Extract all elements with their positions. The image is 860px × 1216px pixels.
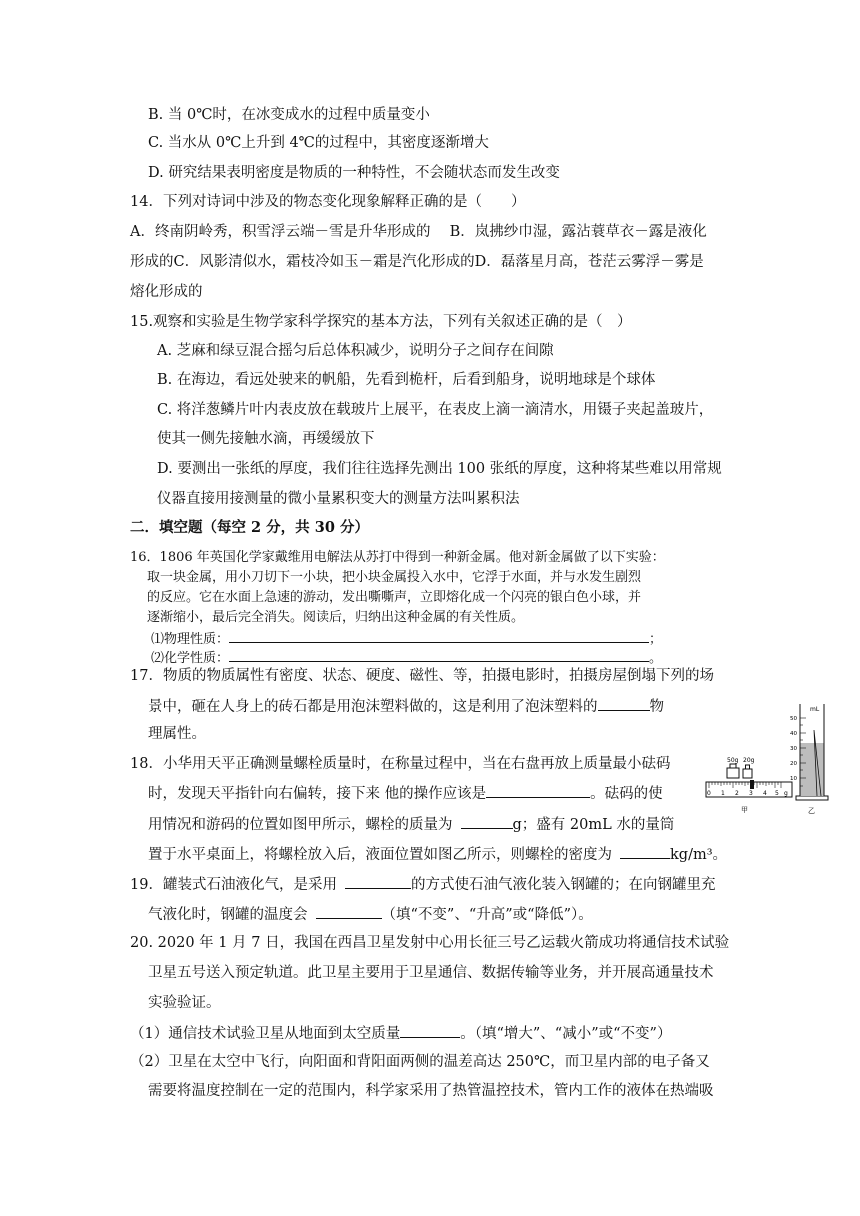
q19-line-2-text: 气液化时，钢罐的温度会 [148,907,308,923]
q20-sub1-text: （1）通信技术试验卫星从地面到太空质量 [130,1026,401,1042]
q17-line-1: 17．物质的物质属性有密度、状态、硬度、磁性、等，拍摄电影时，拍摄房屋倒塌下列的场 [130,668,714,684]
q15-option-a: A. 芝麻和绿豆混合摇匀后总体积减少，说明分子之间存在间隙 [157,343,554,359]
ruler-tick-label: 4 [763,790,767,797]
q16-physical-end: ； [649,632,663,647]
cylinder-tick-label: 10 [790,776,797,782]
ruler-tick-label: 3 [749,790,753,797]
rider-icon [750,780,754,789]
q17-line-2-text: 景中，砸在人身上的砖石都是用泡沫塑料做的，这是利用了泡沫塑料的 [148,699,598,715]
q20-mass-blank[interactable] [400,1023,460,1038]
q20-line-1: 20. 2020 年 1 月 7 日，我国在西昌卫星发射中心用长征三号乙运载火箭成功将通信技术试验 [130,935,730,951]
q20-sub1-end: 。（填“增大”、“减小”或“不变”） [460,1026,672,1042]
cylinder-unit-label: mL [810,706,820,713]
q13-option-c: C. 当水从 0℃上升到 4℃的过程中，其密度逐渐增大 [148,135,489,151]
ruler-tick-label: 1 [721,790,725,797]
q16-chemical-label: ⑵化学性质： [151,651,230,666]
q16-line-4: 逐渐缩小，最后完全消失。阅读后，归纳出这种金属的有关性质。 [147,610,525,625]
q19-line-1-end: 的方式使石油气液化装入钢罐的；在向钢罐里充 [410,877,716,893]
q16-line-3: 的反应。它在水面上急速的游动，发出嘶嘶声，立即熔化成一个闪亮的银白色小球，并 [147,590,642,605]
q19-line-2 [148,904,593,925]
q16-physical-blank[interactable] [229,628,649,643]
q18-line-2-end: 。砝码的使 [590,786,663,802]
q16-line-2: 取一块金属，用小刀切下一小块，把小块金属投入水中，它浮于水面，并与水发生剧烈 [147,570,642,585]
cylinder-tick-label: 40 [790,731,797,737]
graduated-cylinder-icon [796,704,828,800]
cylinder-tick-label: 20 [790,761,797,767]
q14-line-2: 形成的C．风影清似水，霜枝冷如玉－霜是汽化形成的D．磊落星月高，苍茫云雾浮－雾是 [130,254,704,270]
q18-line-4-end: kg/m³。 [670,847,728,863]
q15-stem: 15.观察和实验是生物学家科学探究的基本方法，下列有关叙述正确的是（ ） [130,314,632,330]
figure-jia-label: 甲 [741,806,748,814]
q18-line-3-text: 用情况和游码的位置如图甲所示，螺栓的质量为 [148,817,453,833]
q15-option-d-line2: 仪器直接用接测量的微小量累积变大的测量方法叫累积法 [157,491,520,507]
q16-chemical-blank[interactable] [229,647,649,662]
weight-20g-label: 20g [743,757,755,764]
q15-option-d-line1: D. 要测出一张纸的厚度，我们往往选择先测出 100 张纸的厚度，这种将某些难以用常规 [157,461,722,477]
q19-line-1 [130,874,715,895]
q19-line-2-end: （填“不变”、“升高”或“降低”）。 [381,907,593,923]
q18-line-3 [148,814,674,835]
q13-option-d: D. 研究结果表明密度是物质的一种特性，不会随状态而发生改变 [148,165,560,181]
cylinder-tick-label: 30 [790,746,797,752]
q18-mass-blank[interactable] [461,814,513,829]
ruler-tick-label: 5 [775,790,779,797]
q18-line-2 [148,783,663,804]
section-2-title: 二．填空题（每空 2 分，共 30 分） [130,519,369,536]
q20-sub1 [130,1023,671,1044]
q18-line-4 [148,844,727,865]
q14-line-1: A．终南阴岭秀，积雪浮云端－雪是升华形成的 B．岚拂纱巾湿，露沾蓑草衣－露是液化 [130,224,707,240]
q13-option-b: B. 当 0℃时，在冰变成水的过程中质量变小 [148,107,430,123]
q20-sub2-line1: （2）卫星在太空中飞行，向阳面和背阳面两侧的温差高达 250℃，而卫星内部的电子备又 [130,1054,710,1070]
q20-sub2-line2: 需要将温度控制在一定的范围内，科学家采用了热管温控技术，管内工作的液体在热端吸 [148,1083,714,1099]
q14-line-3: 熔化形成的 [130,284,203,300]
ruler-tick-label: 0 [707,790,711,797]
q18-line-1: 18．小华用天平正确测量螺栓质量时，在称量过程中，当在右盘再放上质量最小砝码 [130,756,671,772]
weight-50g-icon [727,764,739,778]
q16-physical-label: ⑴物理性质： [151,632,230,647]
q15-option-c-line1: C. 将洋葱鳞片叶内表皮放在载玻片上展平，在表皮上滴一滴清水，用镊子夹起盖玻片， [157,402,714,418]
cylinder-tick-labels [790,716,797,782]
q16-chemical-end: 。 [649,651,663,666]
q18-operation-blank[interactable] [486,783,590,798]
q18-line-2-text: 时，发现天平指针向右偏转，接下来 他的操作应该是 [148,786,487,802]
cylinder-tick-label: 50 [790,716,797,722]
q19-line-1-text: 19．罐装式石油液化气，是采用 [130,877,337,893]
q15-option-b: B. 在海边，看远处驶来的帆船，先看到桅杆，后看到船身，说明地球是个球体 [157,372,656,388]
q18-density-blank[interactable] [620,844,670,859]
q14-stem: 14．下列对诗词中涉及的物态变化现象解释正确的是（ ） [130,194,526,210]
q20-line-3: 实验验证。 [148,995,221,1011]
balance-and-cylinder-figure [700,700,830,825]
q17-blank[interactable] [598,696,650,711]
q19-method-blank[interactable] [345,874,411,889]
q17-line-2 [148,696,664,717]
ruler-unit-label: g [784,790,788,797]
q17-line-2-end: 物 [649,699,664,715]
q18-line-4-text: 置于水平桌面上，将螺栓放入后，液面位置如图乙所示，则螺栓的密度为 [148,847,612,863]
weight-20g-icon [743,765,752,778]
q19-temperature-blank[interactable] [316,904,382,919]
q17-line-3: 理属性。 [148,726,206,742]
ruler-tick-label: 2 [735,790,739,797]
q16-line-1: 16．1806 年英国化学家戴维用电解法从苏打中得到一种新金属。他对新金属做了以下实验： [130,550,665,565]
figure-yi-label: 乙 [808,807,815,815]
q15-option-c-line2: 使其一侧先接触水滴，再缓缓放下 [157,431,375,447]
q18-line-3-end: g；盛有 20mL 水的量筒 [512,817,675,833]
q20-line-2: 卫星五号送入预定轨道。此卫星主要用于卫星通信、数据传输等业务，并开展高通量技术 [148,965,714,981]
weight-50g-label: 50g [727,757,739,764]
